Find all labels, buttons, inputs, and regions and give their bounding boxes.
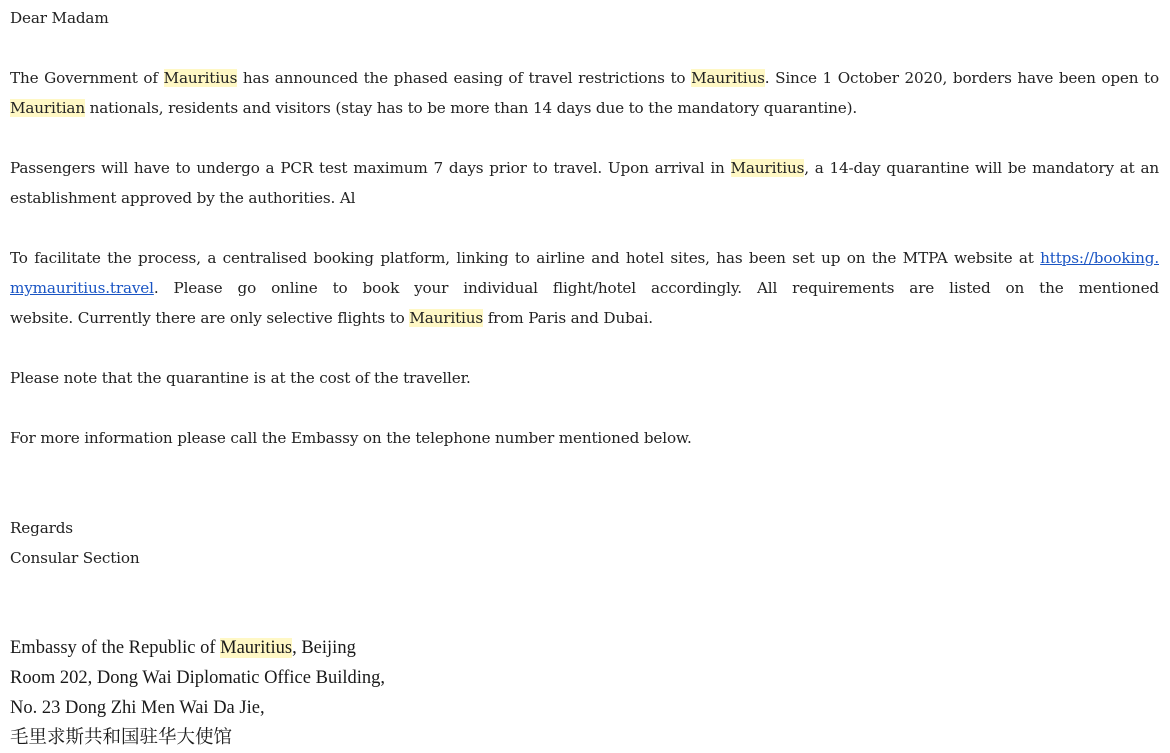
paragraph-2-line-2: establishment approved by the authorities. Al xyxy=(10,189,356,207)
paragraph-3-line-2: mymauritius.travel. Please go online to book your individual flight/hotel accordingly. All requirements are listed on the mentioned xyxy=(10,279,1159,297)
highlight-mauritius: Mauritius xyxy=(691,69,765,87)
address-line-4: 毛里求斯共和国驻华大使馆 xyxy=(10,728,233,748)
highlight-mauritius: Mauritius xyxy=(163,69,238,87)
booking-link-continued[interactable]: mymauritius.travel xyxy=(10,279,154,297)
highlight-mauritius: Mauritius xyxy=(409,309,484,327)
highlight-mauritian: Mauritian xyxy=(10,99,85,117)
paragraph-3-line-3: website. Currently there are only selective flights to Mauritius from Paris and Dubai. xyxy=(10,309,653,327)
address-line-2: Room 202, Dong Wai Diplomatic Office Building, xyxy=(10,668,385,688)
paragraph-2-line-1: Passengers will have to undergo a PCR test maximum 7 days prior to travel. Upon arrival in Mauritius, a 14-day quarantine will be mandatory at an xyxy=(10,159,1159,177)
paragraph-3-line-1: To facilitate the process, a centralised booking platform, linking to airline and hotel sites, has been set up on the MTPA website at https://booking. xyxy=(10,249,1159,267)
paragraph-4: Please note that the quarantine is at the cost of the traveller. xyxy=(10,369,471,387)
address-line-3: No. 23 Dong Zhi Men Wai Da Jie, xyxy=(10,698,265,718)
highlight-mauritius: Mauritius xyxy=(730,159,805,177)
greeting: Dear Madam xyxy=(10,9,109,27)
address-line-1: Embassy of the Republic of Mauritius, Beijing xyxy=(10,638,356,658)
highlight-mauritius: Mauritius xyxy=(220,638,293,658)
closing-regards: Regards xyxy=(10,519,73,537)
paragraph-5: For more information please call the Embassy on the telephone number mentioned below. xyxy=(10,429,692,447)
email-body xyxy=(10,3,1159,753)
closing-section: Consular Section xyxy=(10,549,140,567)
booking-link[interactable]: https://booking. xyxy=(1040,249,1159,267)
paragraph-1-line-1: The Government of Mauritius has announced the phased easing of travel restrictions to Mauritius. Since 1 October 2020, borders have been open to xyxy=(10,69,1159,87)
paragraph-1-line-2: Mauritian nationals, residents and visitors (stay has to be more than 14 days due to the mandatory quarantine). xyxy=(10,99,858,117)
